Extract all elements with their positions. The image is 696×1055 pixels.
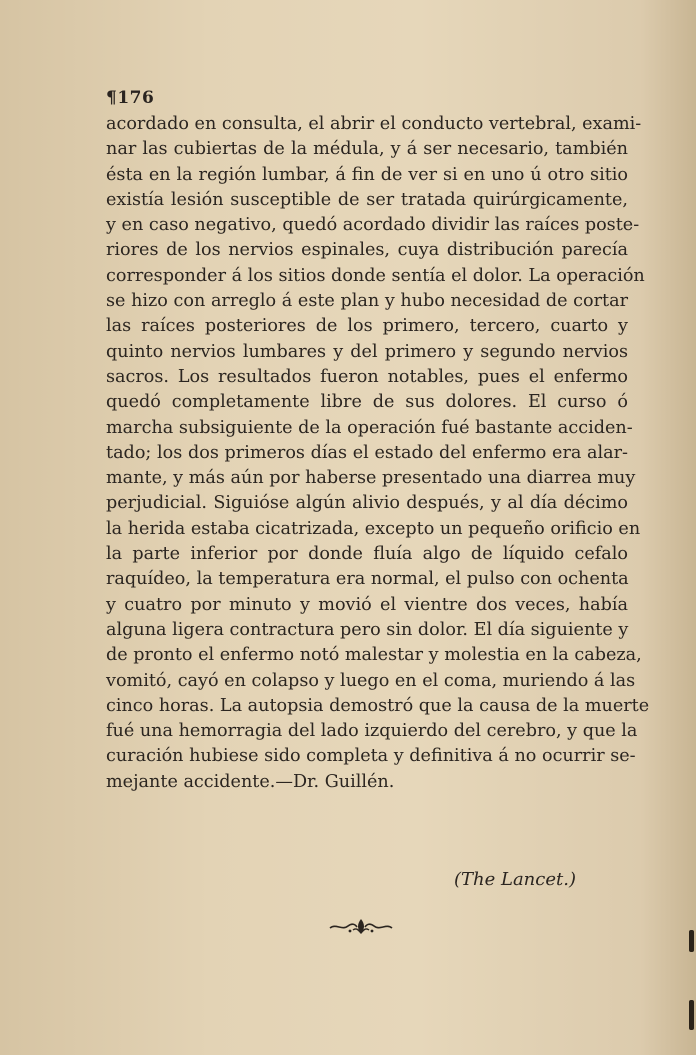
text-line: marcha subsiguiente de la operación fué bastante acciden-	[106, 417, 633, 438]
text-line: la herida estaba cicatrizada, excepto un pequeño orificio en	[106, 518, 641, 539]
text-line: raquídeo, la temperatura era normal, el pulso con ochenta	[106, 569, 629, 590]
text-line: las raíces posteriores de los primero, tercero, cuarto y	[106, 316, 628, 337]
text-line: la parte inferior por donde fluía algo de líquido cefalo	[106, 544, 628, 565]
page-edge-shadow	[689, 930, 694, 952]
page-marker: ¶	[106, 88, 118, 108]
text-line: vomitó, cayó en colapso y luego en el coma, muriendo á las	[106, 670, 636, 691]
text-line: se hizo con arreglo á este plan y hubo necesidad de cortar	[106, 291, 628, 312]
text-line: mante, y más aún por haberse presentado una diarrea muy	[106, 468, 636, 489]
text-line: fué una hemorragia del lado izquierdo del cerebro, y que la	[106, 721, 638, 742]
fleuron-ornament-icon	[326, 915, 396, 937]
text-line: de pronto el enfermo notó malestar y molestia en la cabeza,	[106, 645, 642, 666]
text-line-signature: mejante accidente.—Dr. Guillén.	[106, 771, 395, 792]
source-citation: (The Lancet.)	[454, 869, 576, 890]
page-number	[106, 88, 154, 108]
text-line: y en caso negativo, quedó acordado dividir las raíces poste-	[106, 215, 640, 236]
text-line: cinco horas. La autopsia demostró que la causa de la muerte	[106, 695, 650, 716]
text-line: existía lesión susceptible de ser tratada quirúrgicamente,	[106, 189, 628, 210]
text-line: alguna ligera contractura pero sin dolor. El día siguiente y	[106, 619, 629, 640]
text-line: sacros. Los resultados fueron notables, pues el enfermo	[106, 366, 628, 387]
page-edge-shadow	[689, 1000, 694, 1030]
text-line: acordado en consulta, el abrir el conducto vertebral, exami-	[106, 114, 642, 134]
text-line: quinto nervios lumbares y del primero y segundo nervios	[106, 341, 628, 362]
text-line: tado; los dos primeros días el estado del enfermo era alar-	[106, 442, 628, 463]
text-line: corresponder á los sitios donde sentía el dolor. La operación	[106, 265, 645, 286]
page-number-value: 176	[117, 88, 155, 108]
text-line: y cuatro por minuto y movió el vientre dos veces, había	[106, 594, 628, 615]
text-line: riores de los nervios espinales, cuya distribución parecía	[106, 240, 628, 261]
text-line: nar las cubiertas de la médula, y á ser necesario, también	[106, 139, 628, 160]
text-line: quedó completamente libre de sus dolores. El curso ó	[106, 392, 628, 413]
text-line: perjudicial. Siguióse algún alivio después, y al día décimo	[106, 493, 628, 514]
text-line: curación hubiese sido completa y definitiva á no ocurrir se-	[106, 746, 636, 767]
text-line: ésta en la región lumbar, á fin de ver si en uno ú otro sitio	[106, 164, 628, 185]
body-text	[106, 112, 650, 795]
